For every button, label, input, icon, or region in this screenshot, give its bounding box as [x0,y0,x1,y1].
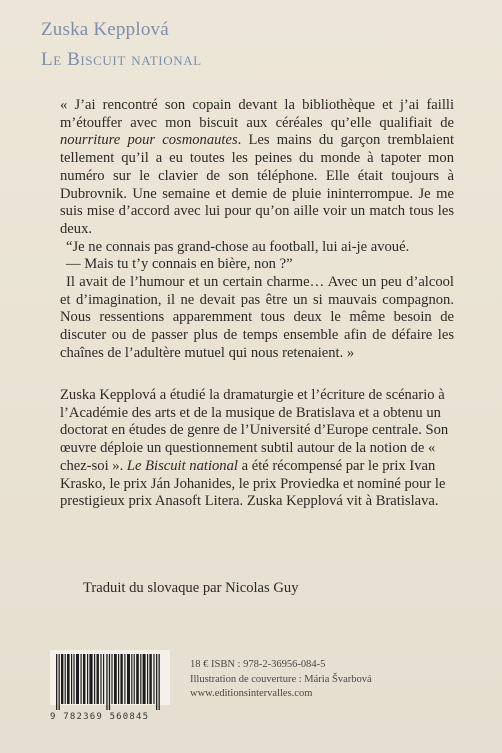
book-title: Le Biscuit national [41,49,202,70]
publisher-website: www.editionsintervalles.com [190,688,313,699]
barcode-bars [56,654,164,710]
excerpt-dialogue-2: — Mais tu t’y connais en bière, non ?” [66,256,293,273]
excerpt-dialogue-1: “Je ne connais pas grand-chose au football, lui ai-je avoué. [66,238,410,255]
author-name: Zuska Kepplová [41,19,169,40]
bio-text: Zuska Kepplová a étudié la dramaturgie et l’écriture de scénario à l’Académie des arts et de la musique de Bratislava et a obtenu un doctorat en études de genre de l’Université d’Europe centrale. Son œuvre déploie un questionnement subtil autour de la notion de « chez-soi ». [60,387,449,474]
excerpt-paragraph-2: Il avait de l’humour et un certain charme… Avec un peu d’alcool et d’imagination, il ne devait pas être un si mauvais compagnon. Nous ressentions apparemment tous deux le même besoin de discuter ou de passer plus de temps ensemble afin de défaire les chaînes de l’adultère mutuel qui nous retenaient. » [60,274,454,361]
excerpt-text: « J’ai rencontré son copain devant la bibliothèque et j’ai failli m’étouffer avec mon biscuit aux céréales qu’elle qualifiait de [60,97,454,131]
excerpt-paragraph-1 [60,97,454,239]
author-bio [60,387,454,511]
bio-text: a été récompensé par le prix Ivan Krasko, le prix Ján Johanides, le prix Proviedka et nominé pour le prestigieux prix Anasoft Litera. Zuska Kepplová vit à Bratislava. [60,457,446,510]
excerpt-text: . Les mains du garçon tremblaient tellement qu’il a eu toutes les peines du monde à tapoter mon numéro sur le clavier de son téléphone. Elle était toujours à Dubrovnik. Une semaine et demie de pluie ininterrompue. Je me suis mise d’accord avec lui pour qu’on aille voir un match tous les deux. [60,132,454,237]
price-isbn: 18 € ISBN : 978-2-36956-084-5 [190,659,326,670]
bio-italic-title: Le Biscuit national [126,457,238,474]
barcode-number: 9 782369 560845 [50,712,150,722]
excerpt-italic: nourriture pour cosmonautes [60,132,238,149]
excerpt-block [60,97,454,363]
publication-info [190,658,490,702]
barcode [50,650,170,722]
translator-credit: Traduit du slovaque par Nicolas Guy [83,580,299,596]
cover-illustration-credit: Illustration de couverture : Mária Švarbová [190,673,372,685]
